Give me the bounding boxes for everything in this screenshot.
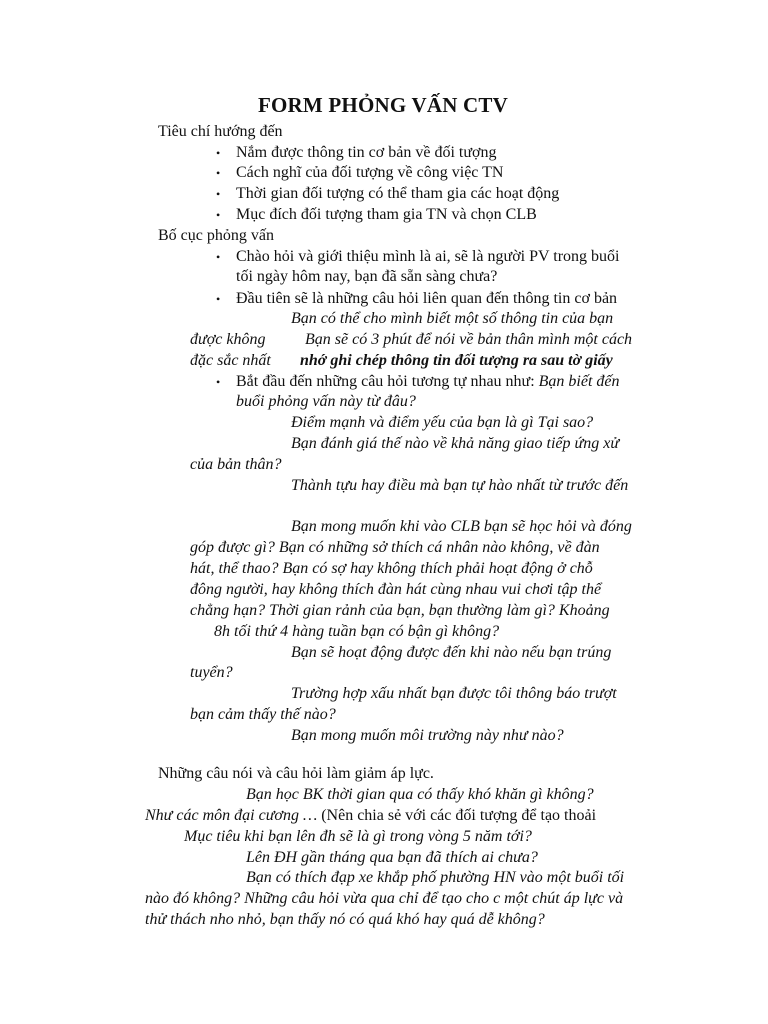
question-line: buổi phỏng vấn này từ đâu? <box>236 393 416 410</box>
question-line: bạn cảm thấy thế nào? <box>190 706 336 723</box>
question-line: hát, thể thao? Bạn có sợ hay không thích phải hoạt động ở chỗ <box>190 560 593 577</box>
question-line: đông người, hay không thích đàn hát cùng nhau vui chơi tập thể <box>190 581 602 598</box>
question-line: thử thách nho nhỏ, bạn thấy nó có quá khó hay quá dễ không? <box>145 911 545 928</box>
section-heading-layout: Bố cục phỏng vấn <box>158 227 274 244</box>
question-line: nào đó không? Những câu hỏi vừa qua chỉ để tạo cho c một chút áp lực và <box>145 890 624 907</box>
bullet-item: • Mục đích đối tượng tham gia TN và chọn CLB <box>236 205 537 225</box>
question-line: Bạn mong muốn môi trường này như nào? <box>291 727 564 744</box>
question-line: chẳng hạn? Thời gian rảnh của bạn, bạn thường làm gì? Khoảng <box>190 602 610 619</box>
bullet-item: • Nắm được thông tin cơ bản về đối tượng <box>236 143 496 163</box>
question-line: Bạn đánh giá thế nào về khả năng giao tiếp ứng xử <box>291 435 620 452</box>
bullet-continuation: tối ngày hôm nay, bạn đã sẵn sàng chưa? <box>236 268 498 285</box>
question-line: 8h tối thứ 4 hàng tuần bạn có bận gì không? <box>214 623 500 640</box>
question-line: Trường hợp xấu nhất bạn được tôi thông báo trượt <box>291 685 617 702</box>
question-line: đặc sắc nhất <box>190 352 271 369</box>
question-line: Bạn sẽ hoạt động được đến khi nào nếu bạn trúng <box>291 644 612 661</box>
question-line: Bạn có thể cho mình biết một số thông tin của bạn <box>291 310 614 327</box>
bullet-item: • Cách nghĩ của đối tượng về công việc TN <box>236 163 503 183</box>
question-line: Như các môn đại cương … (Nên chia sẻ với các đối tượng để tạo thoải <box>145 807 597 824</box>
question-line: của bản thân? <box>190 456 282 473</box>
note-bold: nhớ ghi chép thông tin đối tượng ra sau tờ giấy <box>300 352 613 369</box>
question-line: Điểm mạnh và điểm yếu của bạn là gì Tại sao? <box>291 414 594 431</box>
section-heading-pressure: Những câu nói và câu hỏi làm giảm áp lực. <box>158 765 434 782</box>
document-title: FORM PHỎNG VẤN CTV <box>258 93 508 117</box>
bullet-item: • Đầu tiên sẽ là những câu hỏi liên quan đến thông tin cơ bản <box>236 289 617 309</box>
question-line: Bạn có thích đạp xe khắp phố phường HN vào một buổi tối <box>246 869 625 886</box>
question-line: Lên ĐH gần tháng qua bạn đã thích ai chưa? <box>246 849 538 866</box>
question-line: Bạn mong muốn khi vào CLB bạn sẽ học hỏi và đóng <box>291 518 632 535</box>
question-line: tuyển? <box>190 664 233 681</box>
question-line: góp được gì? Bạn có những sở thích cá nhân nào không, về đàn <box>190 539 600 556</box>
question-line: Bạn học BK thời gian qua có thấy khó khăn gì không? <box>246 786 594 803</box>
question-line: Bạn sẽ có 3 phút để nói về bản thân mình một cách <box>305 331 633 348</box>
question-line: Thành tựu hay điều mà bạn tự hào nhất từ trước đến <box>291 477 629 494</box>
question-line: Mục tiêu khi bạn lên đh sẽ là gì trong vòng 5 năm tới? <box>184 828 532 845</box>
question-line: được không <box>190 331 266 348</box>
bullet-item: • Bắt đầu đến những câu hỏi tương tự nhau như: Bạn biết đến <box>236 372 620 392</box>
bullet-item: • Chào hỏi và giới thiệu mình là ai, sẽ là người PV trong buổi <box>236 247 619 267</box>
bullet-item: • Thời gian đối tượng có thể tham gia các hoạt động <box>236 184 559 204</box>
section-heading-criteria: Tiêu chí hướng đến <box>158 123 283 140</box>
